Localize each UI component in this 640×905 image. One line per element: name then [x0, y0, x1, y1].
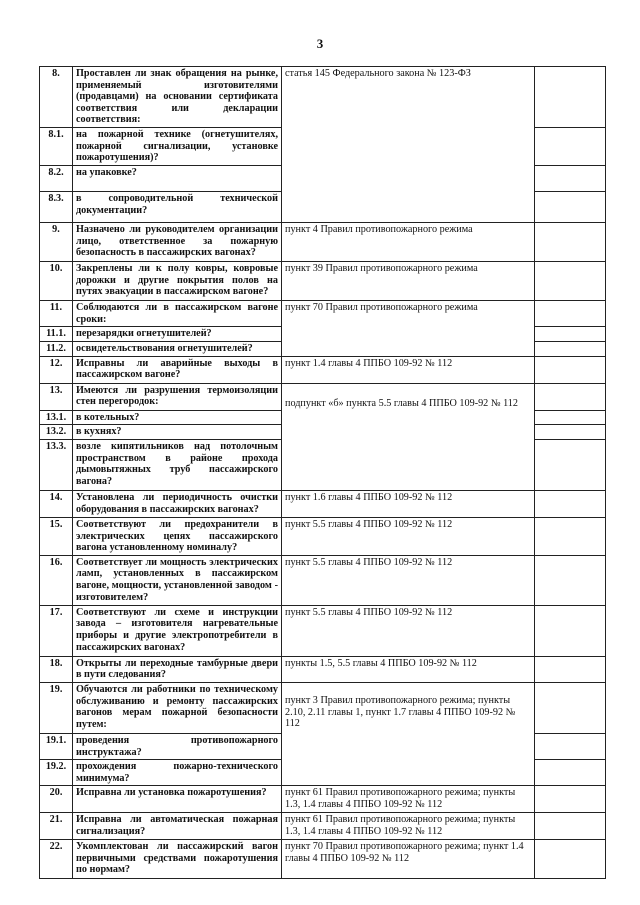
answer-cell[interactable] — [535, 656, 606, 682]
item-number: 14. — [40, 490, 73, 517]
legal-reference: пункт 5.5 главы 4 ППБО 109-92 № 112 — [282, 605, 535, 656]
answer-cell[interactable] — [535, 127, 606, 165]
question-text: Соответствует ли мощность электрических ламп, установленных в пассажирском вагоне, мощности, установленной заводом - изготовителем? — [73, 555, 282, 605]
page-number: 3 — [316, 36, 324, 51]
answer-cell[interactable] — [535, 425, 606, 440]
answer-cell[interactable] — [535, 191, 606, 222]
table-row — [40, 682, 606, 733]
item-number: 11.1. — [40, 327, 73, 342]
answer-cell[interactable] — [535, 555, 606, 605]
legal-reference: пункт 4 Правил противопожарного режима — [282, 222, 535, 261]
table-row — [40, 555, 606, 605]
legal-reference: пункт 39 Правил противопожарного режима — [282, 261, 535, 300]
answer-cell[interactable] — [535, 733, 606, 759]
table-row — [40, 383, 606, 410]
item-number: 11.2. — [40, 341, 73, 356]
answer-cell[interactable] — [535, 300, 606, 326]
question-text: перезарядки огнетушителей? — [73, 327, 282, 342]
legal-reference: пункты 1.5, 5.5 главы 4 ППБО 109-92 № 112 — [282, 656, 535, 682]
question-text: Назначено ли руководителем организации лицо, ответственное за пожарную безопасность в пассажирских вагонах? — [73, 222, 282, 261]
question-text: Соответствуют ли схеме и инструкции завода – изготовителя нагревательные приборы и другие электропотребители в пассажирских вагонах? — [73, 605, 282, 656]
question-text: Соблюдаются ли в пассажирском вагоне сроки: — [73, 300, 282, 326]
item-number: 19.2. — [40, 760, 73, 786]
answer-cell[interactable] — [535, 813, 606, 840]
item-number: 20. — [40, 786, 73, 813]
legal-reference: пункт 5.5 главы 4 ППБО 109-92 № 112 — [282, 555, 535, 605]
item-number: 8.3. — [40, 191, 73, 222]
table-row — [40, 517, 606, 555]
table-row — [40, 813, 606, 840]
question-text: Закреплены ли к полу ковры, ковровые дорожки и другие покрытия полов на путях эвакуации в пассажирском вагоне? — [73, 261, 282, 300]
inspection-checklist-table — [39, 66, 606, 879]
table-row — [40, 222, 606, 261]
table-row — [40, 356, 606, 383]
legal-reference: подпункт «б» пункта 5.5 главы 4 ППБО 109-92 № 112 — [282, 383, 535, 490]
legal-reference: пункт 61 Правил противопожарного режима; пункты 1.3, 1.4 главы 4 ППБО 109-92 № 112 — [282, 786, 535, 813]
item-number: 17. — [40, 605, 73, 656]
question-text: Установлена ли периодичность очистки оборудования в пассажирских вагонах? — [73, 490, 282, 517]
item-number: 13. — [40, 383, 73, 410]
question-text: Соответствуют ли предохранители в электрических цепях пассажирского вагона установленному номиналу? — [73, 517, 282, 555]
question-text: возле кипятильников над потолочным пространством в районе прохода дымовытяжных труб пассажирского вагона? — [73, 439, 282, 490]
table-row — [40, 840, 606, 879]
answer-cell[interactable] — [535, 67, 606, 128]
answer-cell[interactable] — [535, 327, 606, 342]
item-number: 19. — [40, 682, 73, 733]
item-number: 10. — [40, 261, 73, 300]
question-text: освидетельствования огнетушителей? — [73, 341, 282, 356]
answer-cell[interactable] — [535, 261, 606, 300]
question-text: в кухнях? — [73, 425, 282, 440]
legal-reference: пункт 5.5 главы 4 ППБО 109-92 № 112 — [282, 517, 535, 555]
answer-cell[interactable] — [535, 682, 606, 733]
item-number: 22. — [40, 840, 73, 879]
question-text: Проставлен ли знак обращения на рынке, применяемый изготовителями (продавцами) на основании сертификата соответствия или декларации соответствия: — [73, 67, 282, 128]
answer-cell[interactable] — [535, 341, 606, 356]
table-row — [40, 656, 606, 682]
item-number: 9. — [40, 222, 73, 261]
question-text: в сопроводительной технической документации? — [73, 191, 282, 222]
legal-reference: пункт 61 Правил противопожарного режима; пункты 1.3, 1.4 главы 4 ППБО 109-92 № 112 — [282, 813, 535, 840]
legal-reference: пункт 1.6 главы 4 ППБО 109-92 № 112 — [282, 490, 535, 517]
item-number: 8.1. — [40, 127, 73, 165]
answer-cell[interactable] — [535, 786, 606, 813]
answer-cell[interactable] — [535, 517, 606, 555]
legal-reference: пункт 70 Правил противопожарного режима; пункт 1.4 главы 4 ППБО 109-92 № 112 — [282, 840, 535, 879]
item-number: 13.3. — [40, 439, 73, 490]
answer-cell[interactable] — [535, 356, 606, 383]
answer-cell[interactable] — [535, 383, 606, 410]
legal-reference: пункт 70 Правил противопожарного режима — [282, 300, 535, 356]
item-number: 18. — [40, 656, 73, 682]
question-text: Имеются ли разрушения термоизоляции стен перегородок: — [73, 383, 282, 410]
answer-cell[interactable] — [535, 165, 606, 191]
answer-cell[interactable] — [535, 222, 606, 261]
item-number: 8.2. — [40, 165, 73, 191]
question-text: Укомплектован ли пассажирский вагон первичными средствами пожаротушения по нормам? — [73, 840, 282, 879]
question-text: на пожарной технике (огнетушителях, пожарной сигнализации, установке пожаротушения)? — [73, 127, 282, 165]
item-number: 15. — [40, 517, 73, 555]
item-number: 8. — [40, 67, 73, 128]
answer-cell[interactable] — [535, 840, 606, 879]
question-text: Открыты ли переходные тамбурные двери в пути следования? — [73, 656, 282, 682]
item-number: 13.2. — [40, 425, 73, 440]
table-row — [40, 490, 606, 517]
question-text: прохождения пожарно-технического минимума? — [73, 760, 282, 786]
answer-cell[interactable] — [535, 410, 606, 425]
question-text: проведения противопожарного инструктажа? — [73, 733, 282, 759]
answer-cell[interactable] — [535, 760, 606, 786]
question-text: Исправна ли автоматическая пожарная сигнализация? — [73, 813, 282, 840]
question-text: в котельных? — [73, 410, 282, 425]
answer-cell[interactable] — [535, 490, 606, 517]
legal-reference: пункт 1.4 главы 4 ППБО 109-92 № 112 — [282, 356, 535, 383]
legal-reference: пункт 3 Правил противопожарного режима; пункты 2.10, 2.11 главы 1, пункт 1.7 главы 4 ППБО 109-92 № 112 — [282, 682, 535, 785]
question-text: Обучаются ли работники по техническому обслуживанию и ремонту пассажирских вагонов мерам пожарной безопасности путем: — [73, 682, 282, 733]
item-number: 21. — [40, 813, 73, 840]
table-row — [40, 786, 606, 813]
table-row — [40, 605, 606, 656]
item-number: 13.1. — [40, 410, 73, 425]
answer-cell[interactable] — [535, 605, 606, 656]
table-row — [40, 261, 606, 300]
answer-cell[interactable] — [535, 439, 606, 490]
question-text: Исправны ли аварийные выходы в пассажирском вагоне? — [73, 356, 282, 383]
table-row — [40, 67, 606, 128]
item-number: 19.1. — [40, 733, 73, 759]
table-row — [40, 300, 606, 326]
item-number: 16. — [40, 555, 73, 605]
legal-reference: статья 145 Федерального закона № 123-ФЗ — [282, 67, 535, 223]
question-text: Исправна ли установка пожаротушения? — [73, 786, 282, 813]
item-number: 12. — [40, 356, 73, 383]
item-number: 11. — [40, 300, 73, 326]
question-text: на упаковке? — [73, 165, 282, 191]
